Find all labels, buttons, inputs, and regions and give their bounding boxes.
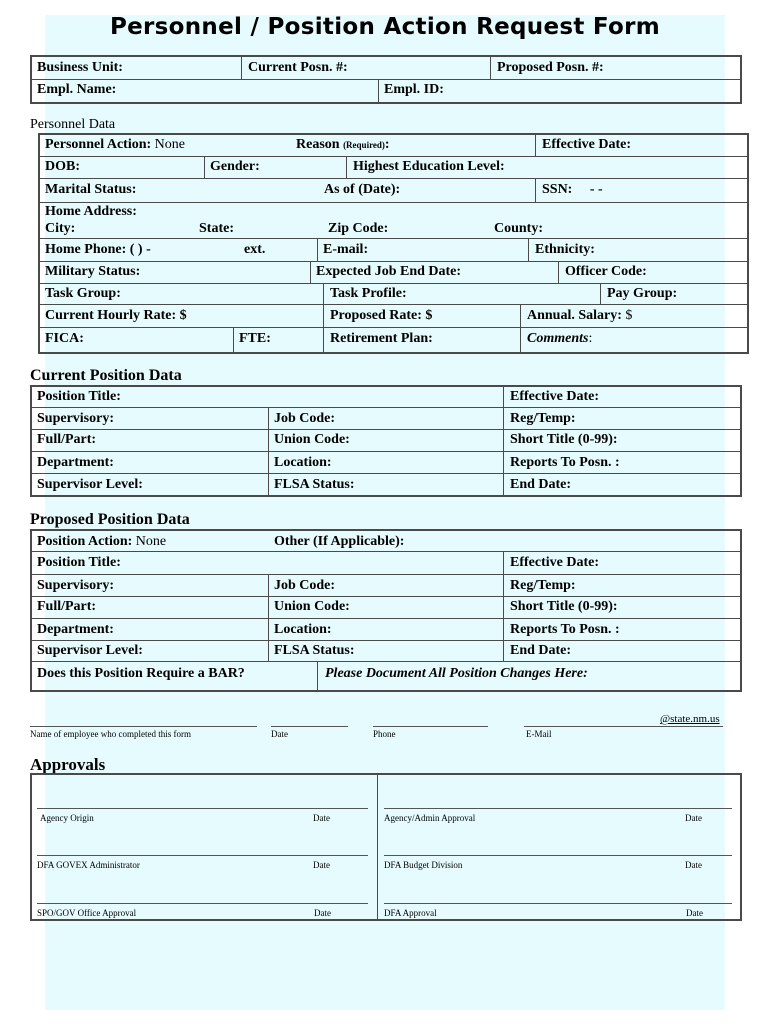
proposed-location-field[interactable]: Location: xyxy=(274,622,332,637)
current-full-part-field[interactable]: Full/Part: xyxy=(37,432,97,447)
annual-salary-field[interactable]: Annual. Salary: $ xyxy=(527,308,633,323)
current-reg-temp-field[interactable]: Reg/Temp: xyxy=(510,411,576,426)
proposed-supervisory-field[interactable]: Supervisory: xyxy=(37,578,114,593)
agency-origin-signature[interactable]: Agency Origin xyxy=(40,813,94,823)
proposed-department-field[interactable]: Department: xyxy=(37,622,114,637)
personnel-email-field[interactable]: E-mail: xyxy=(323,242,369,257)
current-location-field[interactable]: Location: xyxy=(274,455,332,470)
empl-id-field[interactable]: Empl. ID: xyxy=(384,82,444,97)
email-domain: @state.nm.us xyxy=(660,713,720,725)
current-position-title-field[interactable]: Position Title: xyxy=(37,389,121,404)
current-department-field[interactable]: Department: xyxy=(37,455,114,470)
empl-name-field[interactable]: Empl. Name: xyxy=(37,82,117,97)
current-short-title-field[interactable]: Short Title (0-99): xyxy=(510,432,618,447)
current-posn-field[interactable]: Current Posn. #: xyxy=(248,60,348,75)
approvals-box xyxy=(30,773,742,921)
personnel-effective-date-field[interactable]: Effective Date: xyxy=(542,137,632,152)
city-field[interactable]: City: xyxy=(45,221,76,236)
proposed-rate-field[interactable]: Proposed Rate: $ xyxy=(330,308,433,323)
home-address-field[interactable]: Home Address: xyxy=(45,204,137,219)
proposed-union-code-field[interactable]: Union Code: xyxy=(274,599,350,614)
current-position-heading: Current Position Data xyxy=(30,367,182,384)
pay-group-field[interactable]: Pay Group: xyxy=(607,286,678,301)
dfa-approval-date[interactable]: Date xyxy=(686,908,703,918)
comments-field[interactable]: Comments: xyxy=(527,331,593,346)
home-phone-field[interactable]: Home Phone: ( ) - xyxy=(45,242,151,257)
state-field[interactable]: State: xyxy=(199,221,234,236)
proposed-reg-temp-field[interactable]: Reg/Temp: xyxy=(510,578,576,593)
marital-status-field[interactable]: Marital Status: xyxy=(45,182,137,197)
completed-by-date-label: Date xyxy=(271,729,288,739)
agency-admin-approval-signature[interactable]: Agency/Admin Approval xyxy=(384,813,476,823)
current-job-code-field[interactable]: Job Code: xyxy=(274,411,336,426)
fte-field[interactable]: FTE: xyxy=(239,331,271,346)
dfa-budget-division-date[interactable]: Date xyxy=(685,860,702,870)
education-field[interactable]: Highest Education Level: xyxy=(353,159,505,174)
current-end-date-field[interactable]: End Date: xyxy=(510,477,572,492)
dfa-approval-signature[interactable]: DFA Approval xyxy=(384,908,437,918)
personnel-data-label: Personnel Data xyxy=(30,117,116,132)
agency-admin-approval-date[interactable]: Date xyxy=(685,813,702,823)
task-group-field[interactable]: Task Group: xyxy=(45,286,121,301)
proposed-end-date-field[interactable]: End Date: xyxy=(510,643,572,658)
current-reports-to-field[interactable]: Reports To Posn. : xyxy=(510,455,620,470)
ethnicity-field[interactable]: Ethnicity: xyxy=(535,242,595,257)
current-effective-date-field[interactable]: Effective Date: xyxy=(510,389,600,404)
proposed-supervisor-level-field[interactable]: Supervisor Level: xyxy=(37,643,143,658)
bar-required-field[interactable]: Does this Position Require a BAR? xyxy=(37,666,245,681)
expected-job-end-date-field[interactable]: Expected Job End Date: xyxy=(316,264,462,279)
dfa-govex-administrator-signature[interactable]: DFA GOVEX Administrator xyxy=(37,860,140,870)
task-profile-field[interactable]: Task Profile: xyxy=(330,286,407,301)
business-unit-field[interactable]: Business Unit: xyxy=(37,60,123,75)
proposed-short-title-field[interactable]: Short Title (0-99): xyxy=(510,599,618,614)
proposed-job-code-field[interactable]: Job Code: xyxy=(274,578,336,593)
completed-by-phone-label: Phone xyxy=(373,729,396,739)
completed-by-email-label: E-Mail xyxy=(526,729,552,739)
zip-code-field[interactable]: Zip Code: xyxy=(328,221,389,236)
dfa-govex-administrator-date[interactable]: Date xyxy=(313,860,330,870)
ssn-field[interactable]: SSN: - - xyxy=(542,182,603,197)
proposed-effective-date-field[interactable]: Effective Date: xyxy=(510,555,600,570)
position-action-field[interactable]: Position Action: None xyxy=(37,534,167,549)
phone-ext-field[interactable]: ext. xyxy=(244,242,266,257)
dob-field[interactable]: DOB: xyxy=(45,159,80,174)
proposed-reports-to-field[interactable]: Reports To Posn. : xyxy=(510,622,620,637)
approvals-heading: Approvals xyxy=(30,755,106,774)
officer-code-field[interactable]: Officer Code: xyxy=(565,264,647,279)
retirement-plan-field[interactable]: Retirement Plan: xyxy=(330,331,433,346)
reason-field[interactable]: Reason (Required): xyxy=(296,137,390,152)
spo-gov-office-approval-date[interactable]: Date xyxy=(314,908,331,918)
county-field[interactable]: County: xyxy=(494,221,544,236)
fica-field[interactable]: FICA: xyxy=(45,331,84,346)
personnel-action-field[interactable]: Personnel Action: None xyxy=(45,137,185,152)
completed-by-name-label: Name of employee who completed this form xyxy=(30,729,191,739)
proposed-full-part-field[interactable]: Full/Part: xyxy=(37,599,97,614)
current-flsa-status-field[interactable]: FLSA Status: xyxy=(274,477,355,492)
proposed-flsa-status-field[interactable]: FLSA Status: xyxy=(274,643,355,658)
proposed-position-title-field[interactable]: Position Title: xyxy=(37,555,121,570)
form-title: Personnel / Position Action Request Form xyxy=(109,14,661,40)
current-supervisory-field[interactable]: Supervisory: xyxy=(37,411,114,426)
current-hourly-rate-field[interactable]: Current Hourly Rate: $ xyxy=(45,308,187,323)
agency-origin-date[interactable]: Date xyxy=(313,813,330,823)
dfa-budget-division-signature[interactable]: DFA Budget Division xyxy=(384,860,463,870)
position-changes-notes-field[interactable]: Please Document All Position Changes Here: xyxy=(325,666,588,681)
spo-gov-office-approval-signature[interactable]: SPO/GOV Office Approval xyxy=(37,908,137,918)
as-of-date-field[interactable]: As of (Date): xyxy=(324,182,401,197)
current-supervisor-level-field[interactable]: Supervisor Level: xyxy=(37,477,143,492)
proposed-position-heading: Proposed Position Data xyxy=(30,511,190,528)
other-if-applicable-field[interactable]: Other (If Applicable): xyxy=(274,534,405,549)
gender-field[interactable]: Gender: xyxy=(210,159,260,174)
current-union-code-field[interactable]: Union Code: xyxy=(274,432,350,447)
proposed-posn-field[interactable]: Proposed Posn. #: xyxy=(497,60,604,75)
military-status-field[interactable]: Military Status: xyxy=(45,264,141,279)
